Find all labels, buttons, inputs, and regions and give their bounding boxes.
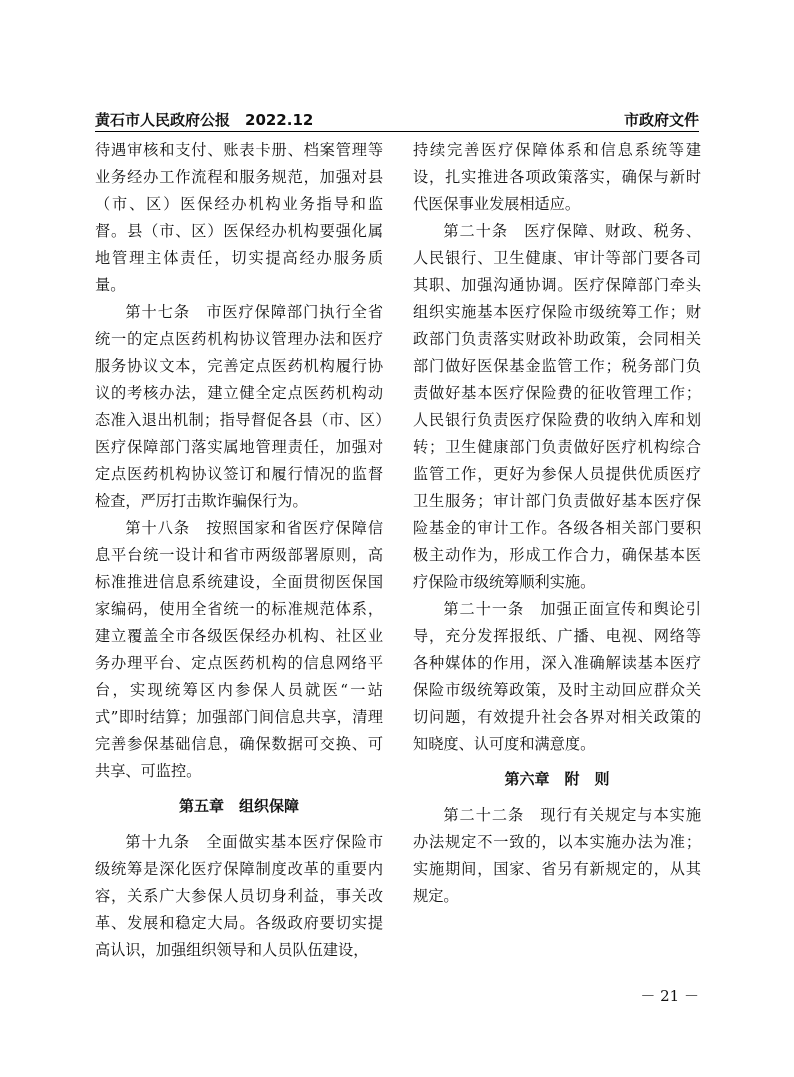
section-label: 市政府文件 <box>623 111 699 129</box>
continued-paragraph: 持续完善医疗保障体系和信息系统等建设，扎实推进各项政策落实，确保与新时代医保事业发展相适应。 <box>413 141 701 213</box>
running-header <box>95 104 699 130</box>
chapter-5-heading: 第五章 组织保障 <box>178 797 299 815</box>
chapter-6-heading: 第六章 附 则 <box>504 770 610 788</box>
left-column <box>95 137 383 964</box>
bulletin-title: 黄石市人民政府公报 2022.12 <box>95 111 314 129</box>
article-22: 第二十二条 现行有关规定与本实施办法规定不一致的，以本实施办法为准；实施期间，国家、省另有新规定的，从其规定。 <box>413 806 701 905</box>
header-rule <box>95 131 699 132</box>
article-17: 第十七条 市医疗保障部门执行全省统一的定点医药机构协议管理办法和医疗服务协议文本，完善定点医药机构履行协议的考核办法，建立健全定点医药机构动态准入退出机制；指导督促各县（市、区）医疗保障部门落实属地管理责任，加强对定点医药机构协议签订和履行情况的监督检查，严厉打击欺诈骗保行为。 <box>95 303 383 510</box>
article-20: 第二十条 医疗保障、财政、税务、人民银行、卫生健康、审计等部门要各司其职、加强沟通协调。医疗保障部门牵头组织实施基本医疗保险市级统筹工作；财政部门负责落实财政补助政策，会同相关部门做好医保基金监管工作；税务部门负责做好基本医疗保险费的征收管理工作；人民银行负责医疗保险费的收纳入库和划转；卫生健康部门负责做好医疗机构综合监管工作，更好为参保人员提供优质医疗卫生服务；审计部门负责做好基本医疗保险基金的审计工作。各级各相关部门要积极主动作为，形成工作合力，确保基本医疗保险市级统筹顺利实施。 <box>413 222 701 591</box>
continued-paragraph: 待遇审核和支付、账表卡册、档案管理等业务经办工作流程和服务规范，加强对县（市、区）医保经办机构业务指导和监督。县（市、区）医保经办机构要强化属地管理主体责任，切实提高经办服务质量。 <box>95 141 383 294</box>
article-21: 第二十一条 加强正面宣传和舆论引导，充分发挥报纸、广播、电视、网络等各种媒体的作用，深入准确解读基本医疗保险市级统筹政策，及时主动回应群众关切问题，有效提升社会各界对相关政策的知晓度、认可度和满意度。 <box>413 600 701 753</box>
article-18: 第十八条 按照国家和省医疗保障信息平台统一设计和省市两级部署原则，高标准推进信息系统建设，全面贯彻医保国家编码，使用全省统一的标准规范体系，建立覆盖全市各级医保经办机构、社区业务办理平台、定点医药机构的信息网络平台，实现统筹区内参保人员就医“一站式”即时结算；加强部门间信息共享，清理完善参保基础信息，确保数据可交换、可共享、可监控。 <box>95 519 383 780</box>
article-19: 第十九条 全面做实基本医疗保险市级统筹是深化医疗保障制度改革的重要内容，关系广大参保人员切身利益，事关改革、发展和稳定大局。各级政府要切实提高认识，加强组织领导和人员队伍建设， <box>95 833 383 959</box>
page-number: － 21 － <box>640 987 699 1005</box>
right-column <box>413 137 701 910</box>
